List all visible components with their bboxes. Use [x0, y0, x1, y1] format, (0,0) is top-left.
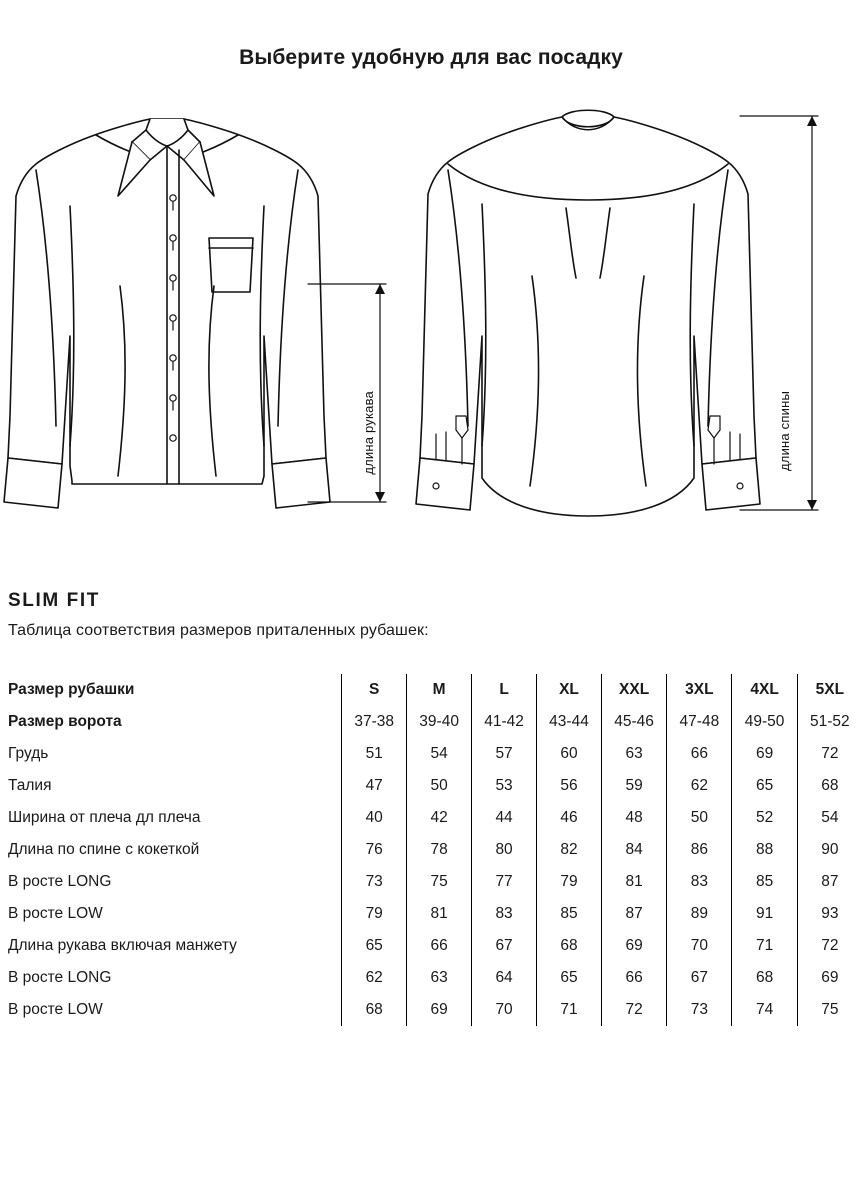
table-cell: 71: [732, 930, 797, 962]
table-cell: 52: [732, 802, 797, 834]
table-cell: 68: [732, 962, 797, 994]
table-cell: 59: [601, 770, 666, 802]
table-row: [8, 930, 862, 962]
table-cell: 47-48: [667, 706, 732, 738]
table-row: [8, 962, 862, 994]
shirt-diagram-svg: [0, 86, 862, 556]
table-row-label: В росте LOW: [8, 905, 103, 922]
table-cell: 88: [732, 834, 797, 866]
table-cell: 81: [407, 898, 472, 930]
table-row: [8, 738, 862, 770]
table-cell: 70: [667, 930, 732, 962]
table-cell: 56: [537, 770, 602, 802]
table-cell: 85: [732, 866, 797, 898]
table-column-header: 4XL: [732, 674, 797, 706]
table-cell: 79: [342, 898, 407, 930]
table-row-label: Размер ворота: [8, 713, 122, 730]
table-row: [8, 898, 862, 930]
table-cell: 45-46: [601, 706, 666, 738]
table-column-header: 5XL: [797, 674, 862, 706]
table-cell: 40: [342, 802, 407, 834]
table-cell: 66: [407, 930, 472, 962]
table-cell: 42: [407, 802, 472, 834]
table-cell: 79: [537, 866, 602, 898]
table-row-label: Длина по спине с кокеткой: [8, 841, 200, 858]
table-cell: 43-44: [537, 706, 602, 738]
table-cell: 75: [797, 994, 862, 1026]
table-row-label: В росте LOW: [8, 1001, 103, 1018]
table-cell: 41-42: [472, 706, 537, 738]
table-cell: 76: [342, 834, 407, 866]
table-cell: 69: [797, 962, 862, 994]
table-column-header: XL: [537, 674, 602, 706]
table-cell: 70: [472, 994, 537, 1026]
fit-name-heading: SLIM FIT: [8, 590, 100, 611]
table-cell: 44: [472, 802, 537, 834]
table-cell: 80: [472, 834, 537, 866]
size-table: [8, 674, 862, 1026]
table-cell: 78: [407, 834, 472, 866]
table-cell: 72: [601, 994, 666, 1026]
back-shirt-technical-drawing: [416, 110, 760, 516]
table-cell: 62: [667, 770, 732, 802]
table-cell: 37-38: [342, 706, 407, 738]
table-cell: 51: [342, 738, 407, 770]
table-cell: 65: [342, 930, 407, 962]
table-cell: 77: [472, 866, 537, 898]
table-row-label: В росте LONG: [8, 969, 112, 986]
table-cell: 63: [407, 962, 472, 994]
table-row-label: Размер рубашки: [8, 681, 135, 698]
table-cell: 51-52: [797, 706, 862, 738]
table-row-label: Ширина от плеча дл плеча: [8, 809, 201, 826]
table-column-header: L: [472, 674, 537, 706]
table-cell: 49-50: [732, 706, 797, 738]
table-cell: 64: [472, 962, 537, 994]
table-column-header: 3XL: [667, 674, 732, 706]
table-cell: 87: [601, 898, 666, 930]
table-cell: 57: [472, 738, 537, 770]
table-row-label: Длина рукава включая манжету: [8, 937, 237, 954]
table-row: [8, 994, 862, 1026]
table-column-header: M: [407, 674, 472, 706]
table-cell: 66: [601, 962, 666, 994]
table-cell: 83: [472, 898, 537, 930]
table-row: [8, 706, 862, 738]
table-cell: 65: [537, 962, 602, 994]
table-cell: 90: [797, 834, 862, 866]
table-cell: 48: [601, 802, 666, 834]
table-cell: 74: [732, 994, 797, 1026]
front-shirt-technical-drawing: [4, 119, 330, 508]
table-cell: 54: [797, 802, 862, 834]
table-cell: 63: [601, 738, 666, 770]
table-cell: 81: [601, 866, 666, 898]
table-row-label: Грудь: [8, 745, 49, 762]
table-row: [8, 866, 862, 898]
table-row: [8, 802, 862, 834]
table-cell: 54: [407, 738, 472, 770]
table-cell: 60: [537, 738, 602, 770]
table-row: [8, 834, 862, 866]
table-cell: 72: [797, 738, 862, 770]
table-cell: 67: [667, 962, 732, 994]
table-cell: 69: [601, 930, 666, 962]
table-cell: 75: [407, 866, 472, 898]
table-cell: 50: [407, 770, 472, 802]
table-header-row: [8, 674, 862, 706]
table-cell: 73: [667, 994, 732, 1026]
table-cell: 82: [537, 834, 602, 866]
table-cell: 93: [797, 898, 862, 930]
table-column-header: S: [342, 674, 407, 706]
table-cell: 62: [342, 962, 407, 994]
table-cell: 86: [667, 834, 732, 866]
table-cell: 72: [797, 930, 862, 962]
table-cell: 65: [732, 770, 797, 802]
table-cell: 47: [342, 770, 407, 802]
table-cell: 71: [537, 994, 602, 1026]
table-cell: 68: [797, 770, 862, 802]
table-row: [8, 770, 862, 802]
table-cell: 66: [667, 738, 732, 770]
table-row-label: В росте LONG: [8, 873, 112, 890]
table-row-label: Талия: [8, 777, 52, 794]
sleeve-length-label: длина рукава: [361, 391, 376, 475]
table-cell: 89: [667, 898, 732, 930]
table-cell: 46: [537, 802, 602, 834]
table-cell: 85: [537, 898, 602, 930]
table-cell: 50: [667, 802, 732, 834]
table-cell: 87: [797, 866, 862, 898]
table-cell: 84: [601, 834, 666, 866]
page-title: Выберите удобную для вас посадку: [239, 46, 623, 69]
table-cell: 39-40: [407, 706, 472, 738]
table-cell: 68: [537, 930, 602, 962]
back-length-label: длина спины: [777, 391, 792, 471]
table-cell: 53: [472, 770, 537, 802]
table-cell: 68: [342, 994, 407, 1026]
table-cell: 73: [342, 866, 407, 898]
shirt-illustrations: [0, 86, 862, 556]
table-cell: 83: [667, 866, 732, 898]
table-cell: 69: [407, 994, 472, 1026]
table-cell: 67: [472, 930, 537, 962]
table-cell: 91: [732, 898, 797, 930]
table-cell: 69: [732, 738, 797, 770]
table-column-header: XXL: [601, 674, 666, 706]
fit-subtitle: Таблица соответствия размеров приталенных рубашек:: [8, 622, 429, 639]
